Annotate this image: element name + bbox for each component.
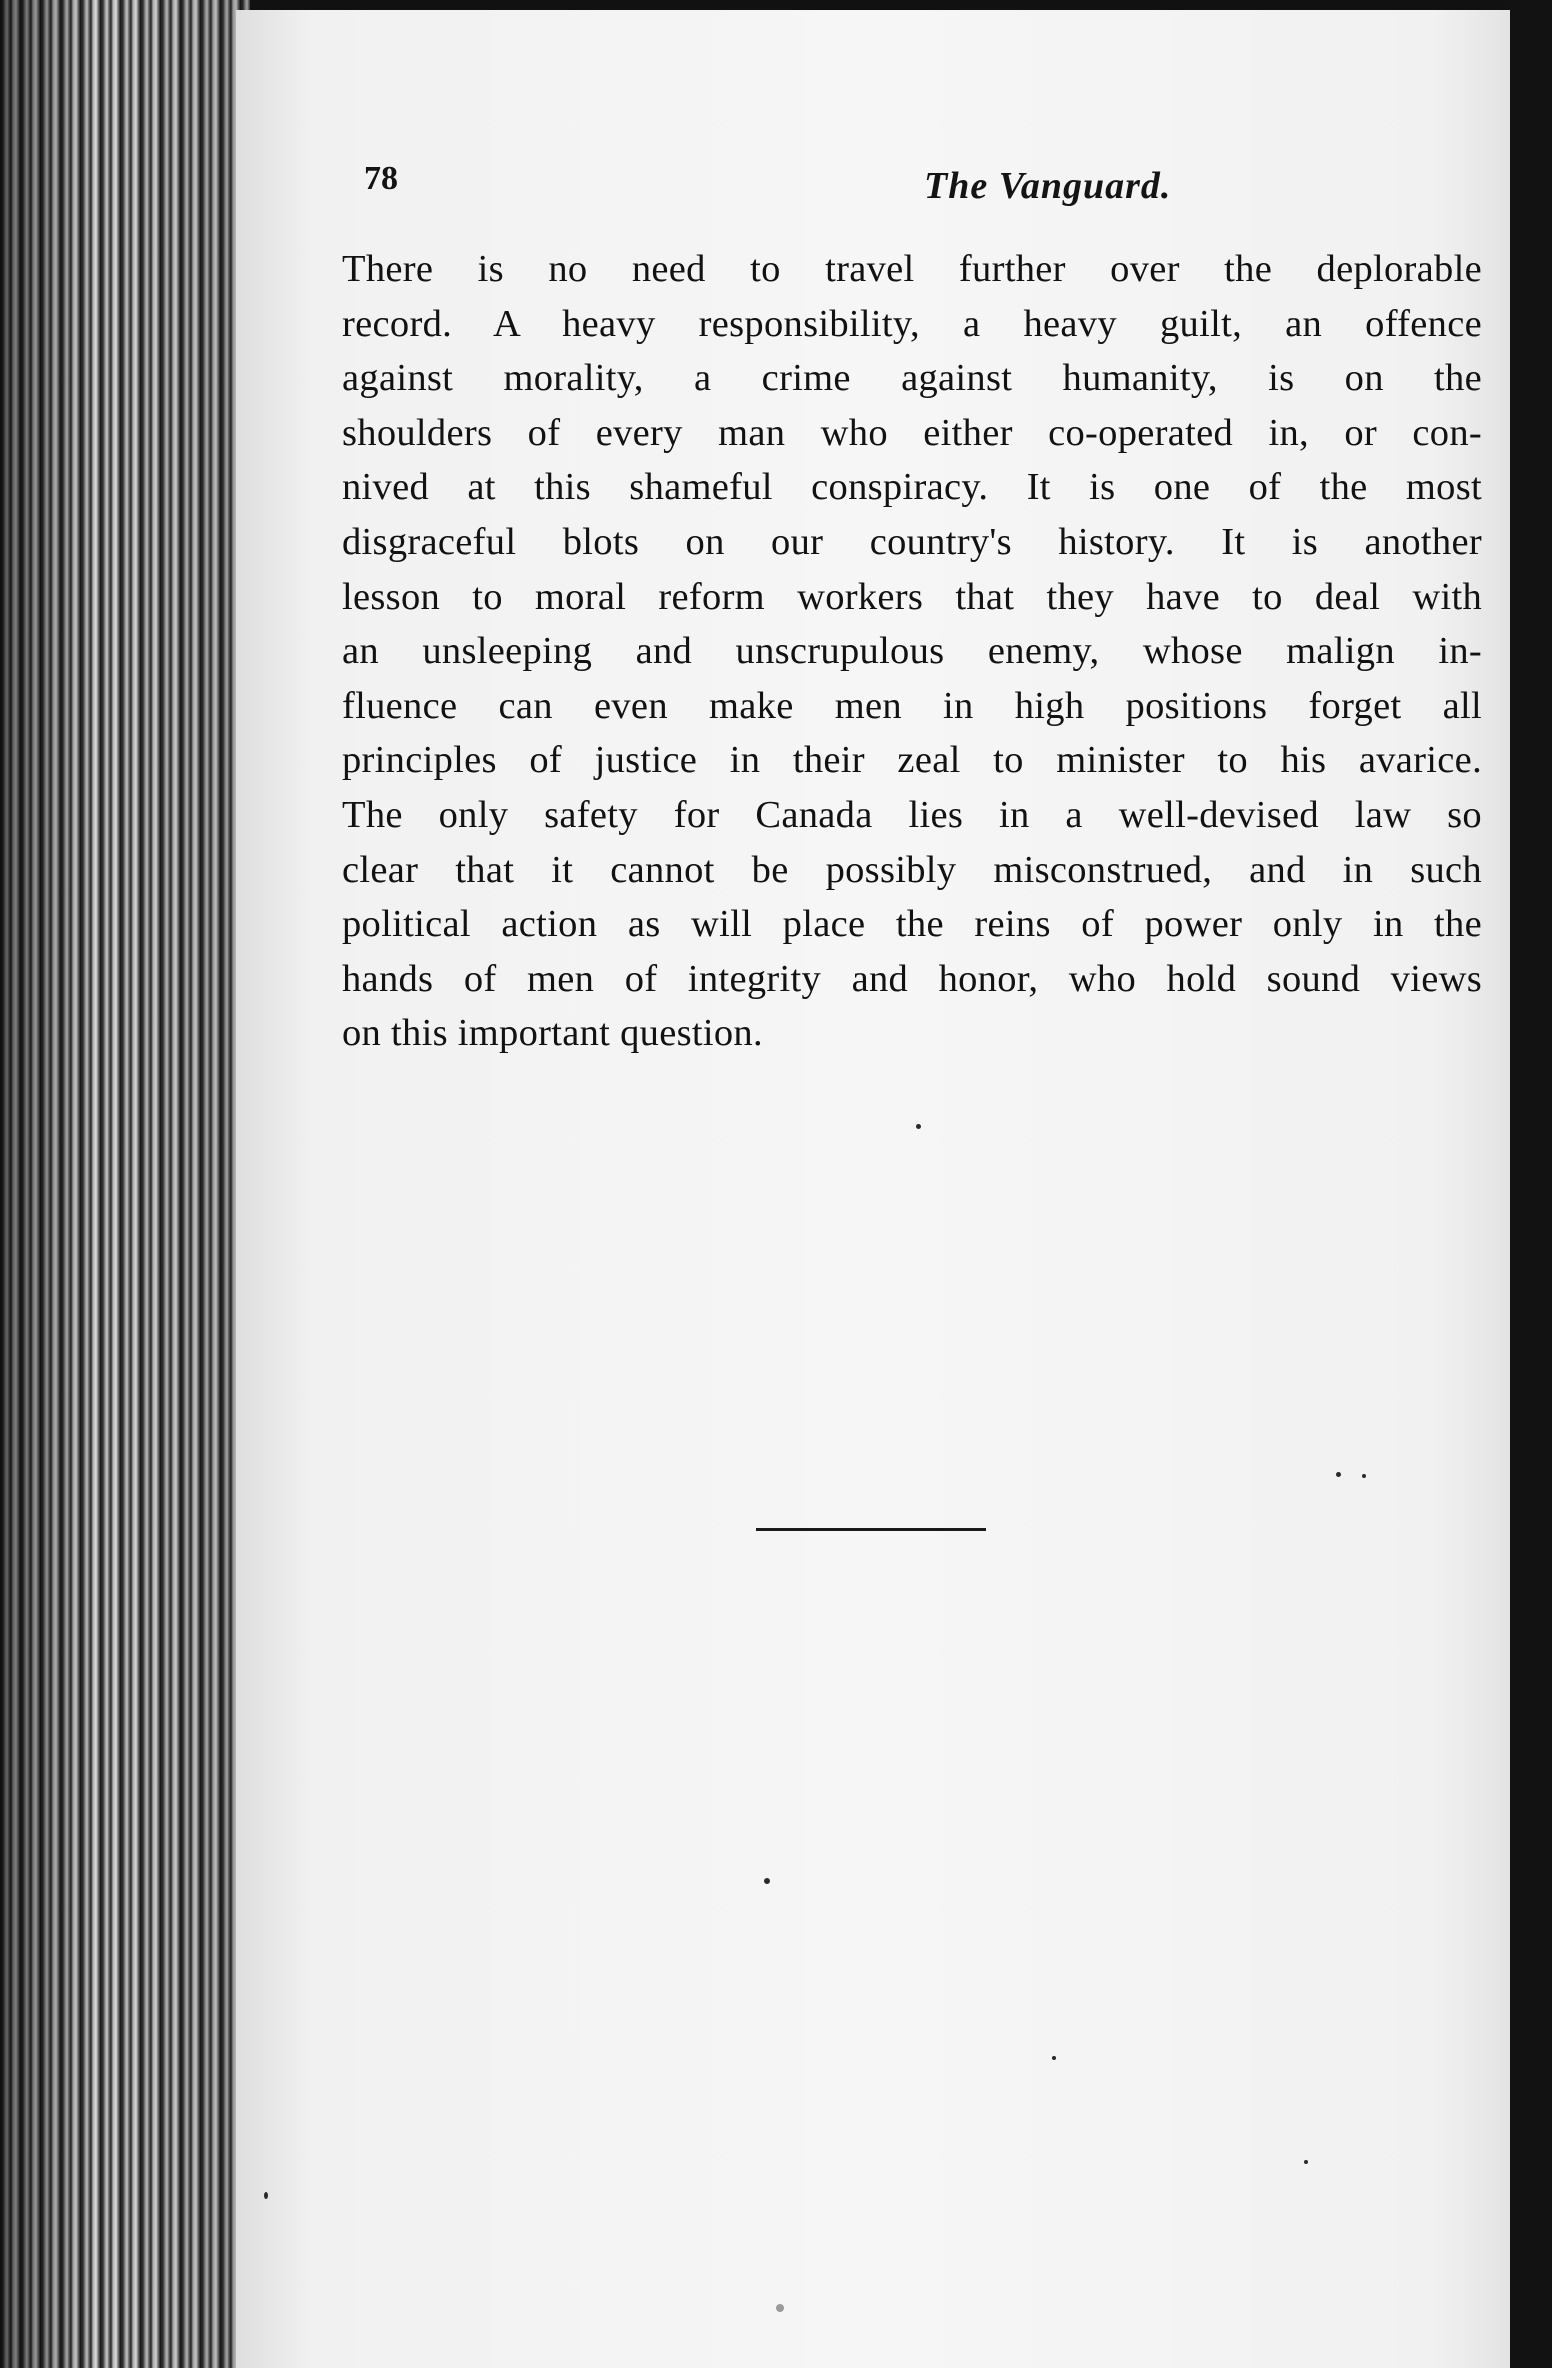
- text-line: hands of men of integrity and honor, who hold sound views: [342, 957, 1482, 1000]
- text-line: political action as will place the reins of power only in the: [342, 903, 1482, 946]
- book-page: [236, 10, 1510, 2368]
- body-paragraph: [342, 242, 1482, 1061]
- section-divider-rule: [756, 1528, 986, 1531]
- scan-speck: [1052, 2056, 1056, 2060]
- scan-speck: [1336, 1472, 1341, 1477]
- text-line: clear that it cannot be possibly misconstrued, and in such: [342, 848, 1482, 891]
- text-line: on this important question.: [342, 1012, 763, 1055]
- text-line: principles of justice in their zeal to minister to his avarice.: [342, 739, 1482, 782]
- text-line: disgraceful blots on our country's history. It is another: [342, 520, 1482, 563]
- scan-speck: [764, 1878, 770, 1884]
- text-line: nived at this shameful conspiracy. It is one of the most: [342, 466, 1482, 509]
- running-head: [364, 160, 1404, 220]
- text-line: lesson to moral reform workers that they have to deal with: [342, 575, 1482, 618]
- text-line: an unsleeping and unscrupulous enemy, whose malign in-: [342, 630, 1482, 673]
- text-line: against morality, a crime against humanity, is on the: [342, 357, 1482, 400]
- text-line: There is no need to travel further over the deplorable: [342, 248, 1482, 290]
- text-line: record. A heavy responsibility, a heavy guilt, an offence: [342, 302, 1482, 345]
- scan-speck: [916, 1124, 921, 1129]
- page-number: 78: [364, 160, 398, 197]
- scan-speck: [264, 2192, 268, 2199]
- book-page-edges: [0, 0, 250, 2368]
- text-line: The only safety for Canada lies in a well-devised law so: [342, 793, 1482, 836]
- text-line: fluence can even make men in high positions forget all: [342, 684, 1482, 727]
- scan-right-border: [1504, 0, 1552, 2368]
- scan-speck: [1362, 1474, 1366, 1478]
- scan-speck: [1304, 2160, 1308, 2164]
- running-title: The Vanguard.: [924, 165, 1172, 207]
- text-line: shoulders of every man who either co-operated in, or con-: [342, 411, 1482, 454]
- scan-speck: [776, 2304, 784, 2312]
